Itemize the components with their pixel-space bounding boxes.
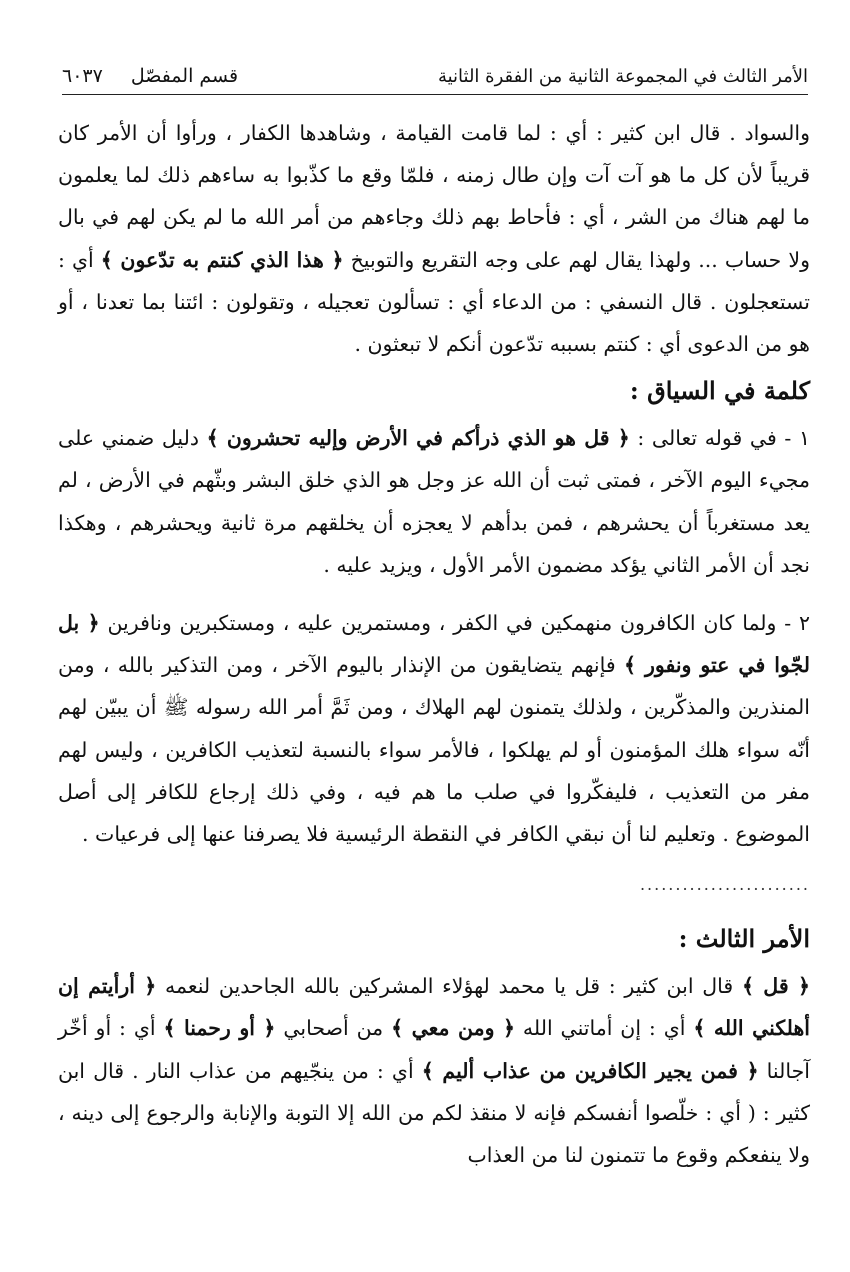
section-heading-context: كلمة في السياق :	[629, 376, 810, 406]
page-header	[62, 58, 808, 95]
quran-quote: ﴿ بل لجّوا في عتو ونفور ﴾	[58, 611, 810, 678]
item2-text: فإنهم يتضايقون من الإنذار باليوم الآخر ، ومن التذكير بالله ، ومن المنذرين والمذكّرين ، ولذلك يتمنون لهم الهلاك ، ومن ثَمَّ أمر الله رسوله ﷺ أن يبيّن لهم أنّه سواء هلك المؤمنون أو لم يهلكوا ، فالأمر سواء بالنسبة لتعذيب الكافرين ، وليس لهم مفر من التعذيب ، فليفكّروا في صلب ما هم فيه ، وفي ذلك إرجاع للكافر إلى أصل الموضوع . وتعليم لنا أن نبقي الكافر في النقطة الرئيسية فلا يصرفنا عنها إلى فرعيات .	[58, 653, 810, 847]
section-heading-third: الأمر الثالث :	[678, 924, 810, 954]
p3-text: أي : إن أماتني الله	[522, 1016, 686, 1041]
running-title: الأمر الثالث في المجموعة الثانية من الفقرة الثانية	[437, 65, 808, 87]
spacer	[58, 586, 810, 602]
page-number: ٦٠٣٧	[62, 65, 103, 87]
section-name: قسم المفصّل	[130, 65, 239, 87]
section-divider: ........................	[639, 875, 810, 895]
paragraph-1	[58, 112, 810, 365]
quran-quote: ﴿ قل ﴾	[741, 974, 810, 999]
p3-text: من أصحابي	[283, 1016, 384, 1041]
quran-quote: ﴿ ومن معي ﴾	[391, 1016, 516, 1041]
p3-text: قال ابن كثير : قل يا محمد لهؤلاء المشركين بالله الجاحدين لنعمه	[165, 974, 734, 999]
item1-number: ١ - في قوله تعالى :	[637, 426, 810, 451]
quran-quote: ﴿ قل هو الذي ذرأكم في الأرض وإليه تحشرون ﴾	[206, 426, 630, 451]
item-2	[58, 602, 810, 855]
item1-text: دليل ضمني على مجيء اليوم الآخر ، فمتى ثبت أن الله عز وجل هو الذي خلق البشر وبثّهم في الأرض ، لم يعد مستغرباً أن يحشرهم ، فمن بدأهم لا يعجزه أن يخلقهم مرة ثانية ويحشرهم ، وهكذا نجد أن الأمر الثاني يؤكد مضمون الأمر الأول ، ويزيد عليه .	[58, 426, 810, 577]
item-1	[58, 417, 810, 586]
quran-quote: ﴿ أرأيتم إن أهلكني الله ﴾	[58, 974, 810, 1041]
para1-rest: أي : تستعجلون . قال النسفي : من الدعاء أي : تسألون تعجيله ، وتقولون : ائتنا بما تعدنا ، أو هو من الدعوى أي : كنتم بسببه تدّعون أنكم لا تبعثون .	[58, 247, 810, 357]
p3-text: أي : أو أخّر آجالنا	[58, 1016, 810, 1083]
quran-quote: ﴿ أو رحمنا ﴾	[163, 1016, 276, 1041]
p3-text: أي : من ينجّيهم من عذاب النار . قال ابن كثير : ( أي : خلّصوا أنفسكم فإنه لا منقذ لكم من الله إلا التوبة والإنابة والرجوع إلى دينه ، ولا ينفعكم وقوع ما تتمنون لنا من العذاب	[58, 1058, 810, 1168]
paragraph-3	[58, 965, 810, 1176]
page-body	[58, 112, 810, 1176]
header-left-group	[62, 65, 238, 87]
quran-quote: ﴿ هذا الذي كنتم به تدّعون ﴾	[100, 247, 344, 272]
para1-text: والسواد . قال ابن كثير : أي : لما قامت القيامة ، وشاهدها الكفار ، ورأوا أن الأمر كان قريباً لأن كل ما هو آت آت وإن طال زمنه ، فلمّا وقع ما كذّبوا به ساءهم ذلك لما يعلمون ما لهم هناك من الشر ، أي : فأحاط بهم ذلك وجاءهم من أمر الله ما لم يكن لهم في بال ولا حساب ... ولهذا يقال لهم على وجه التقريع والتوبيخ	[58, 121, 810, 272]
quran-quote: ﴿ فمن يجير الكافرين من عذاب أليم ﴾	[421, 1058, 759, 1083]
item2-start: ٢ - ولما كان الكافرون منهمكين في الكفر ، ومستمرين عليه ، ومستكبرين ونافرين	[107, 611, 810, 636]
